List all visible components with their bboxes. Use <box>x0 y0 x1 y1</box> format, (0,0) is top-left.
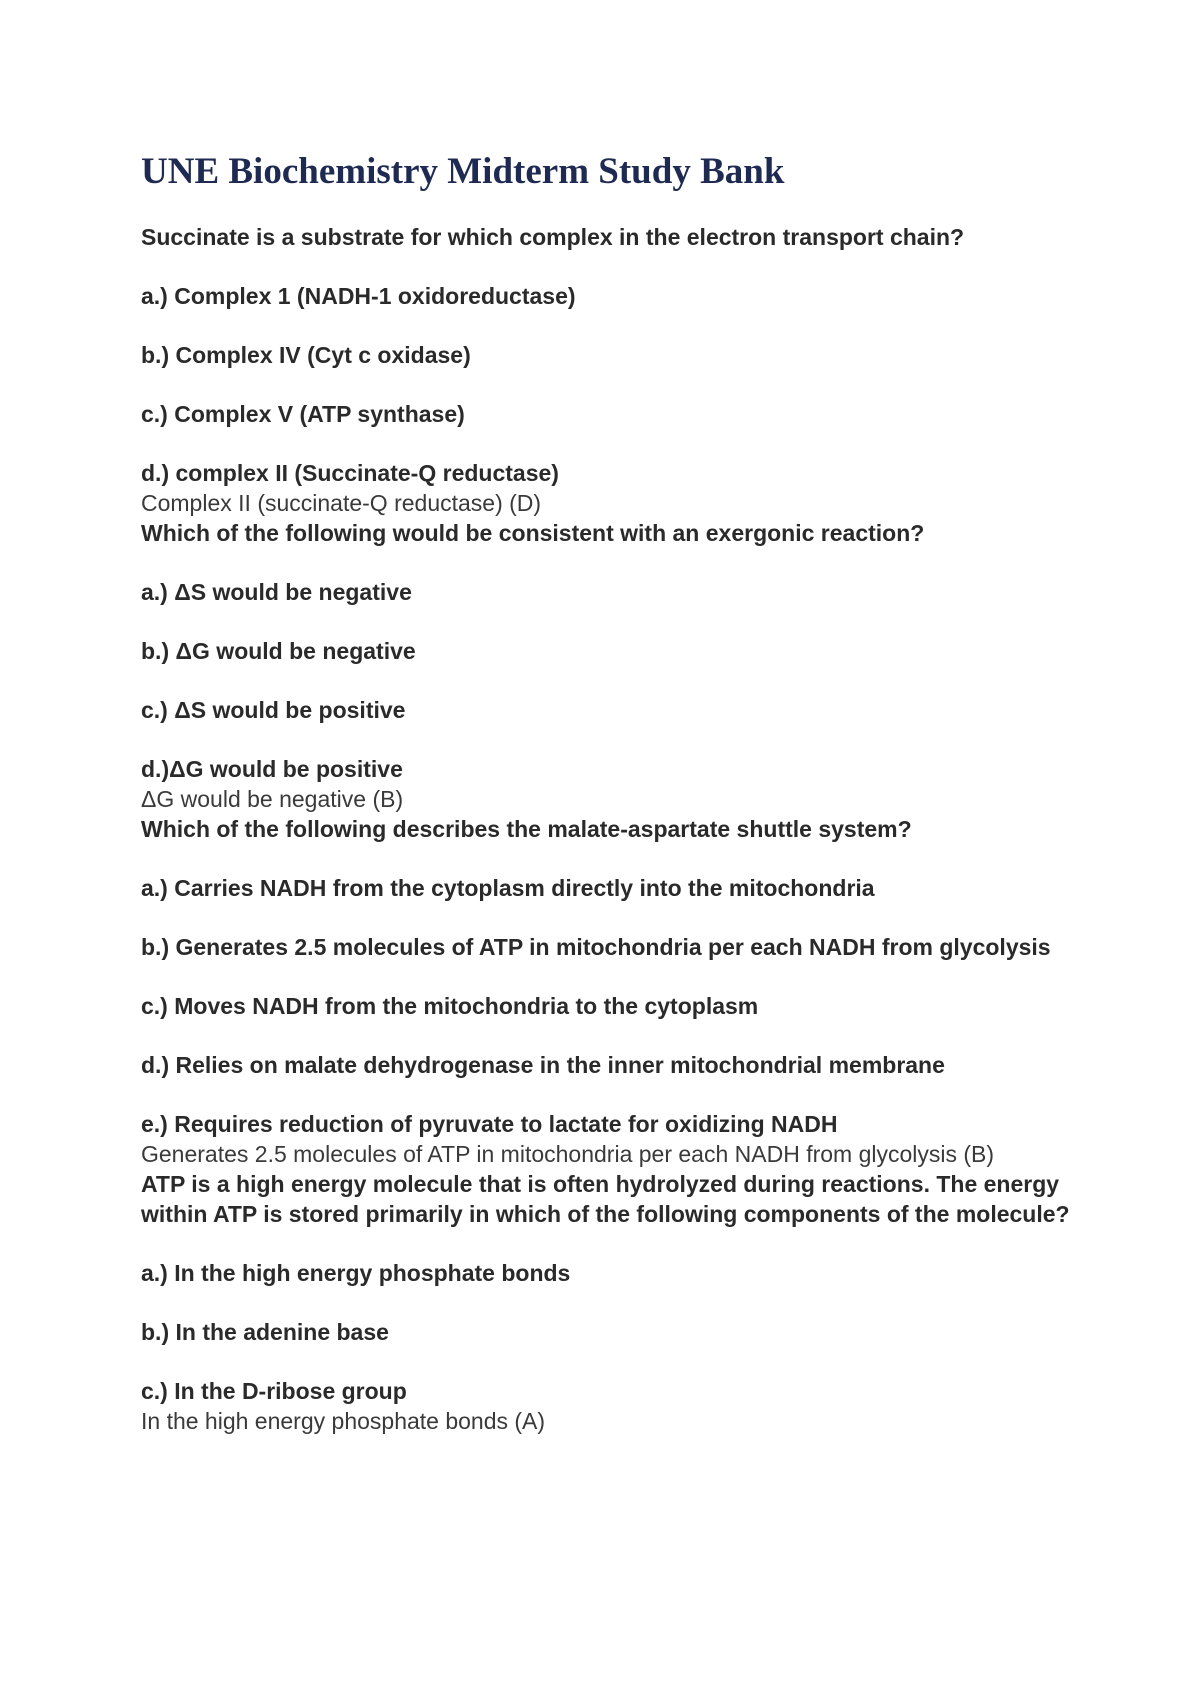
option-d: d.)ΔG would be positive <box>141 756 403 783</box>
document-title: UNE Biochemistry Midterm Study Bank <box>141 151 785 192</box>
document-page <box>141 150 1081 1436</box>
option-b: b.) ΔG would be negative <box>141 638 416 665</box>
option-a: a.) ΔS would be negative <box>141 579 412 606</box>
question-block-1 <box>141 222 1081 518</box>
answer-text: ΔG would be negative (B) <box>141 786 404 813</box>
option-c: c.) Moves NADH from the mitochondria to the cytoplasm <box>141 993 759 1020</box>
question-block-2 <box>141 518 1081 814</box>
question-prompt: Which of the following describes the malate-aspartate shuttle system? <box>141 816 912 843</box>
question-block-3 <box>141 814 1081 1169</box>
option-c: c.) ΔS would be positive <box>141 697 406 724</box>
option-c: c.) Complex V (ATP synthase) <box>141 401 465 428</box>
option-b: b.) Complex IV (Cyt c oxidase) <box>141 342 471 369</box>
option-d: d.) complex II (Succinate-Q reductase) <box>141 460 559 487</box>
question-prompt: Succinate is a substrate for which complex in the electron transport chain? <box>141 224 965 251</box>
option-b: b.) Generates 2.5 molecules of ATP in mitochondria per each NADH from glycolysis <box>141 934 1051 961</box>
option-e: e.) Requires reduction of pyruvate to lactate for oxidizing NADH <box>141 1111 838 1138</box>
option-b: b.) In the adenine base <box>141 1319 389 1346</box>
option-a: a.) Complex 1 (NADH-1 oxidoreductase) <box>141 283 576 310</box>
option-c: c.) In the D-ribose group <box>141 1378 407 1405</box>
option-a: a.) Carries NADH from the cytoplasm directly into the mitochondria <box>141 875 875 902</box>
question-prompt: ATP is a high energy molecule that is often hydrolyzed during reactions. The energy within ATP is stored primarily in which of the following components of the molecule? <box>141 1171 1070 1228</box>
option-a: a.) In the high energy phosphate bonds <box>141 1260 571 1287</box>
answer-text: Generates 2.5 molecules of ATP in mitochondria per each NADH from glycolysis (B) <box>141 1141 995 1168</box>
answer-text: Complex II (succinate-Q reductase) (D) <box>141 490 542 517</box>
question-block-4 <box>141 1169 1081 1436</box>
answer-text: In the high energy phosphate bonds (A) <box>141 1408 546 1435</box>
question-prompt: Which of the following would be consistent with an exergonic reaction? <box>141 520 925 547</box>
option-d: d.) Relies on malate dehydrogenase in the inner mitochondrial membrane <box>141 1052 945 1079</box>
